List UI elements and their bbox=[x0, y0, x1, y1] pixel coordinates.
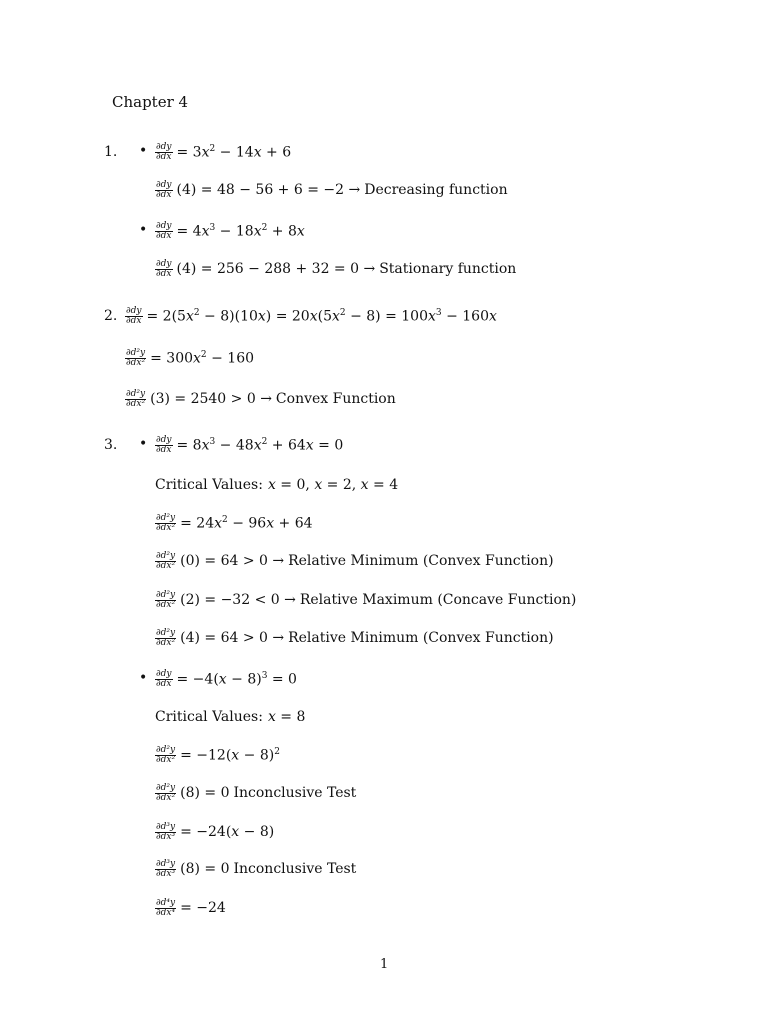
note-relmin-2: Relative Minimum (Convex Function) bbox=[288, 630, 554, 646]
equation-3k: $\frac{\text{∂d⁴y}}{\text{∂dx⁴}}$ = −24 bbox=[156, 897, 226, 918]
equation-1b: $\frac{\partial dy}{\partial dx}$ = $4x^3 - 18x^2 + 8x$ bbox=[156, 220, 305, 241]
note-relmax: Relative Maximum (Concave Function) bbox=[299, 592, 577, 608]
equation-3a: $\frac{\partial dy}{\partial dx}$ = $8x^3 - 48x^2 + 64x = 0$ bbox=[156, 434, 344, 455]
critical-values-2: Critical Values: x = 8 bbox=[155, 709, 306, 725]
item-number-2: 2. bbox=[104, 308, 118, 324]
equation-3f: $\frac{\partial dy}{\partial dx}$ = $-4(x - 8)^3 = 0$ bbox=[156, 668, 297, 689]
equation-1b-eval: $\frac{\partial dy}{\partial dx}$ (4) = 256 − 288 + 32 = 0 → Stationary function bbox=[156, 258, 517, 279]
equation-3h: $\frac{\text{∂d²y}}{\text{∂dx²}}$ (8) = 0 Inconclusive Test bbox=[156, 782, 357, 803]
note-inconclusive-2: Inconclusive Test bbox=[233, 861, 357, 877]
note-decreasing: Decreasing function bbox=[364, 182, 508, 198]
equation-2b: $\frac{\text{∂d²y}}{\text{∂dx²}}$ = $300x^2 - 160$ bbox=[126, 347, 255, 368]
equation-3j: $\frac{\text{∂d³y}}{\text{∂dx³}}$ (8) = 0 Inconclusive Test bbox=[156, 858, 357, 879]
note-relmin-1: Relative Minimum (Convex Function) bbox=[288, 553, 554, 569]
equation-3c: $\frac{\text{∂d²y}}{\text{∂dx²}}$ (0) = 64 > 0 → Relative Minimum (Convex Function) bbox=[156, 550, 554, 571]
equation-3i: $\frac{\text{∂d³y}}{\text{∂dx³}}$ = −24(x − 8) bbox=[156, 821, 275, 842]
equation-3d: $\frac{\text{∂d²y}}{\text{∂dx²}}$ (2) = −32 < 0 → Relative Maximum (Concave Function) bbox=[156, 589, 577, 610]
equation-1a-eval: $\frac{\partial dy}{\partial dx}$ (4) = 48 − 56 + 6 = −2 → Decreasing function bbox=[156, 179, 508, 200]
note-inconclusive-1: Inconclusive Test bbox=[233, 785, 357, 801]
equation-3e: $\frac{\text{∂d²y}}{\text{∂dx²}}$ (4) = 64 > 0 → Relative Minimum (Convex Function) bbox=[156, 627, 554, 648]
item-number-1: 1. bbox=[104, 144, 118, 160]
equation-1a: $\frac{\partial dy}{\partial dx}$ = $3x^2 - 14x + 6$ bbox=[156, 141, 292, 162]
critical-values-1: Critical Values: x = 0, x = 2, x = 4 bbox=[155, 477, 399, 493]
note-convex: Convex Function bbox=[275, 391, 396, 407]
note-stationary: Stationary function bbox=[379, 261, 517, 277]
chapter-title: Chapter 4 bbox=[112, 93, 189, 111]
equation-3g: $\frac{\text{∂d²y}}{\text{∂dx²}}$ = $-12(x - 8)^2$ bbox=[156, 744, 280, 765]
page-number: 1 bbox=[380, 957, 389, 972]
equation-2a: $\frac{\partial dy}{\partial dx}$ = $2(5x^2 - 8)(10x) = 20x(5x^2 - 8) = 100x^3 - 160x$ bbox=[126, 305, 497, 326]
bullet-icon: • bbox=[139, 143, 148, 159]
equation-2c: $\frac{\text{∂d²y}}{\text{∂dx²}}$ (3) = 2540 > 0 → Convex Function bbox=[126, 388, 396, 409]
bullet-icon: • bbox=[139, 222, 148, 238]
item-number-3: 3. bbox=[104, 437, 118, 453]
bullet-icon: • bbox=[139, 436, 148, 452]
equation-3b: $\frac{\text{∂d²y}}{\text{∂dx²}}$ = $24x^2 - 96x + 64$ bbox=[156, 512, 313, 533]
bullet-icon: • bbox=[139, 670, 148, 686]
